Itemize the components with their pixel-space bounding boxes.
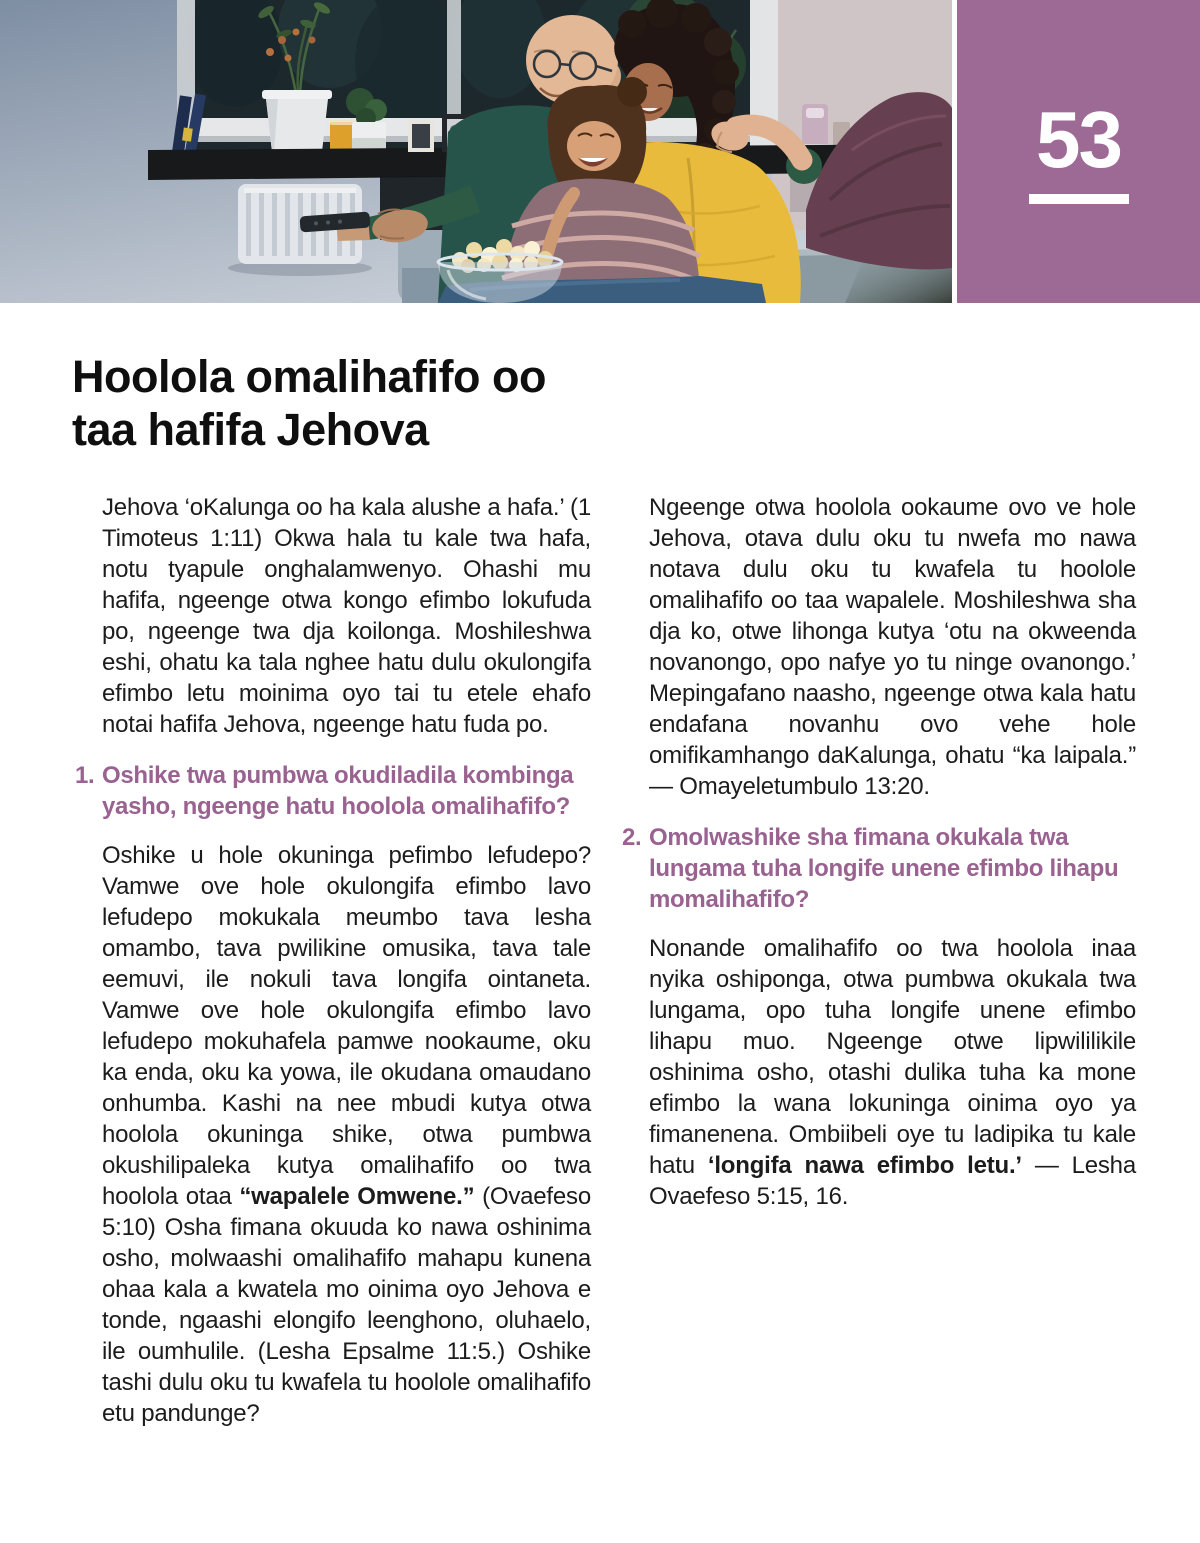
paragraph-3: Nonande omalihafifo oo twa hoolola inaa nyika oshiponga, otwa pumbwa okukala twa lungama, opo tuha longife unene efimbo lihapu muo. Ngeenge otwe lipwililikile oshinima osho, otashi dulika tuha ka mone efimbo la wana lokuninga oinima oyo ya fimanenena. Ombiibeli oye tu ladipika tu kale hatu ‘longifa nawa efimbo letu.’ — Lesha Ovaefeso 5:15, 16. [649, 935, 1136, 1210]
question-1-number: 1. [75, 762, 95, 789]
left-column [75, 492, 591, 1449]
study-question-2 [622, 822, 1136, 915]
lesson-number-underline [1029, 194, 1129, 204]
paragraph-2: Ngeenge otwa hoolola ookaume ovo ve hole Jehova, otava dulu oku tu nwefa mo nawa notava dulu oku tu kwafela tu hoolole omalihafifo oo taa wapalele. Moshileshwa sha dja ko, otwe lihonga kutya ‘otu na okweenda novanongo, opo nafye yo tu ninge ovanongo.’ Mepingafano naasho, ngeenge otwa kala hatu endafana novanhu ovo vehe hole omifikamhango daKalunga, ohatu “ka laipala.” — Omayeletumbulo 13:20. [649, 494, 1136, 800]
question-2-text: Omolwashike sha fimana okukala twa lungama tuha longife unene efimbo lihapu momalihafifo? [649, 824, 1119, 913]
lesson-number: 53 [1036, 94, 1121, 184]
family-watching-tv-illustration [0, 0, 952, 303]
title-line-1: Hoolola omalihafifo oo [72, 351, 546, 402]
title-line-2: taa hafifa Jehova [72, 404, 429, 455]
study-question-1 [75, 760, 591, 822]
paragraph-1: Oshike u hole okuninga pefimbo lefudepo? Vamwe ove hole okulongifa efimbo lavo lefudepo mokukala meumbo tava lesha omambo, tava pwilikine omusika, tava tale eemuvi, ile nokuli tava longifa ointaneta. Vamwe ove hole okulongifa efimbo lavo lefudepo mokuhafela pamwe nookaume, oku ka enda, oku ka yowa, ile okudana omaudano onhumba. Kashi na nee mbudi kutya otwa hoolola okuninga shike, otwa pumbwa okushilipaleka kutya omalihafifo oo twa hoolola otaa “wapalele Omwene.” (Ovaefeso 5:10) Osha fimana okuuda ko nawa oshinima osho, molwaashi omalihafifo mahapu kunena ohaa kala a kwatela mo oinima oyo Jehova e tonde, ngaashi elongifo leenghono, oluhaelo, ile oumhulile. (Lesha Epsalme 11:5.) Oshike tashi dulu oku tu kwafela tu hoolole omalihafifo etu pandunge? [102, 842, 591, 1427]
lesson-number-box [957, 0, 1200, 303]
question-2-number: 2. [622, 824, 642, 851]
article-title [72, 350, 546, 456]
right-column [622, 492, 1136, 1232]
question-1-text: Oshike twa pumbwa okudiladila kombinga yasho, ngeenge hatu hoolola omalihafifo? [102, 762, 574, 820]
hero-photo [0, 0, 952, 303]
intro-paragraph: Jehova ‘oKalunga oo ha kala alushe a hafa.’ (1 Timoteus 1:11) Okwa hala tu kale twa hafa, notu tyapule onghalamwenyo. Ohashi mu hafifa, ngeenge otwa kongo efimbo lokufuda po, ngeenge twa dja koilonga. Moshileshwa eshi, ohatu ka tala nghee hatu dulu okulongifa efimbo letu moinima oyo tai tu etele ehafo notai hafifa Jehova, ngeenge hatu fuda po. [102, 494, 591, 738]
